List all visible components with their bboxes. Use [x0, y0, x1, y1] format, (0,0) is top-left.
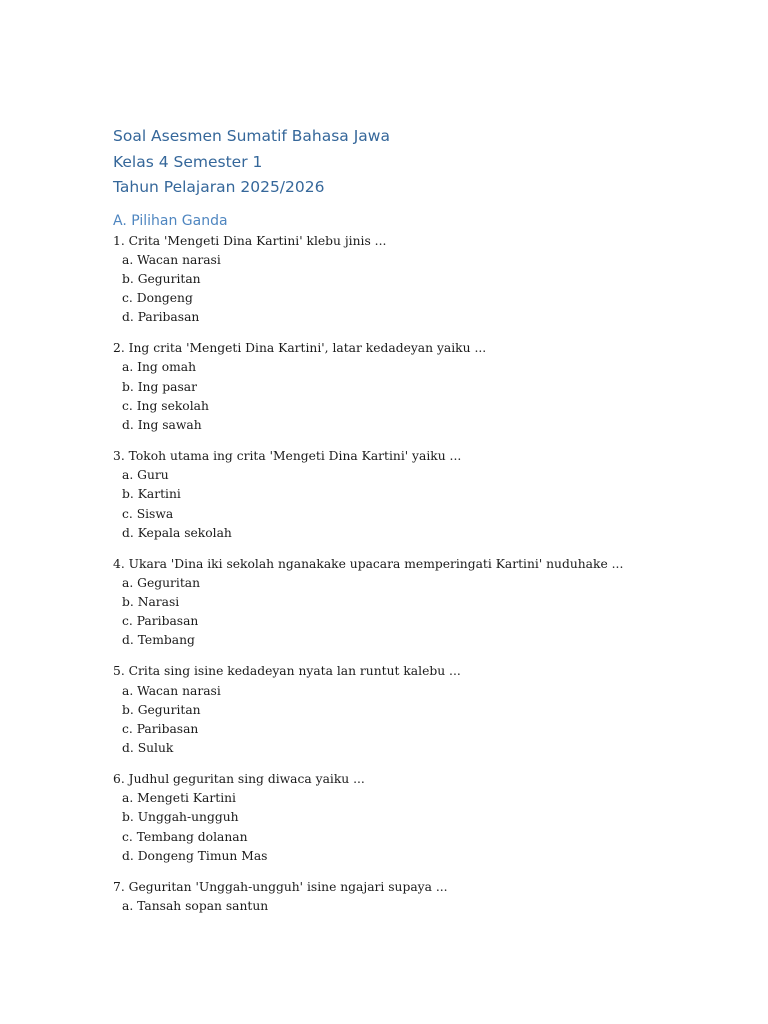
question-text: 7. Geguritan 'Unggah-ungguh' isine ngajari supaya ... — [113, 879, 448, 894]
question-text: 2. Ing crita 'Mengeti Dina Kartini', latar kedadeyan yaiku ... — [113, 341, 487, 356]
question-text: 3. Tokoh utama ing crita 'Mengeti Dina Kartini' yaiku ... — [113, 448, 462, 463]
question-list — [113, 232, 723, 917]
answer-option: d. Tembang — [122, 633, 195, 648]
question-item — [113, 662, 723, 758]
document-header — [113, 124, 723, 201]
answer-option: b. Geguritan — [122, 702, 201, 717]
answer-option: b. Unggah-ungguh — [122, 810, 239, 825]
answer-option: b. Kartini — [122, 487, 181, 502]
answer-option: b. Narasi — [122, 595, 180, 610]
question-item — [113, 555, 723, 651]
answer-option: c. Dongeng — [122, 291, 193, 306]
question-item — [113, 232, 723, 328]
school-year-heading: Tahun Pelajaran 2025/2026 — [113, 178, 325, 196]
answer-option: a. Tansah sopan santun — [122, 898, 269, 913]
answer-option: a. Wacan narasi — [122, 252, 221, 267]
answer-option: c. Siswa — [122, 506, 174, 521]
answer-option: d. Suluk — [122, 741, 174, 756]
answer-option: c. Paribasan — [122, 614, 199, 629]
answer-option: d. Dongeng Timun Mas — [122, 848, 268, 863]
answer-option: d. Kepala sekolah — [122, 525, 232, 540]
question-item — [113, 878, 723, 916]
answer-option: c. Tembang dolanan — [122, 829, 248, 844]
answer-option: a. Geguritan — [122, 575, 201, 590]
document-title: Soal Asesmen Sumatif Bahasa Jawa — [113, 127, 390, 145]
answer-option: c. Ing sekolah — [122, 398, 209, 413]
question-text: 6. Judhul geguritan sing diwaca yaiku ... — [113, 772, 365, 787]
question-text: 4. Ukara 'Dina iki sekolah nganakake upacara memperingati Kartini' nuduhake ... — [113, 556, 624, 571]
question-item — [113, 339, 723, 435]
answer-option: b. Geguritan — [122, 271, 201, 286]
answer-option: c. Paribasan — [122, 721, 199, 736]
question-item — [113, 770, 723, 866]
question-item — [113, 447, 723, 543]
question-text: 5. Crita sing isine kedadeyan nyata lan runtut kalebu ... — [113, 664, 461, 679]
answer-option: a. Mengeti Kartini — [122, 791, 236, 806]
answer-option: a. Ing omah — [122, 360, 197, 375]
answer-option: a. Wacan narasi — [122, 683, 221, 698]
document-page — [113, 124, 723, 928]
answer-option: a. Guru — [122, 468, 169, 483]
answer-option: b. Ing pasar — [122, 379, 197, 394]
section-heading: A. Pilihan Ganda — [113, 212, 228, 229]
answer-option: d. Paribasan — [122, 310, 200, 325]
answer-option: d. Ing sawah — [122, 418, 202, 433]
class-semester-heading: Kelas 4 Semester 1 — [113, 152, 263, 171]
question-text: 1. Crita 'Mengeti Dina Kartini' klebu jinis ... — [113, 233, 387, 248]
